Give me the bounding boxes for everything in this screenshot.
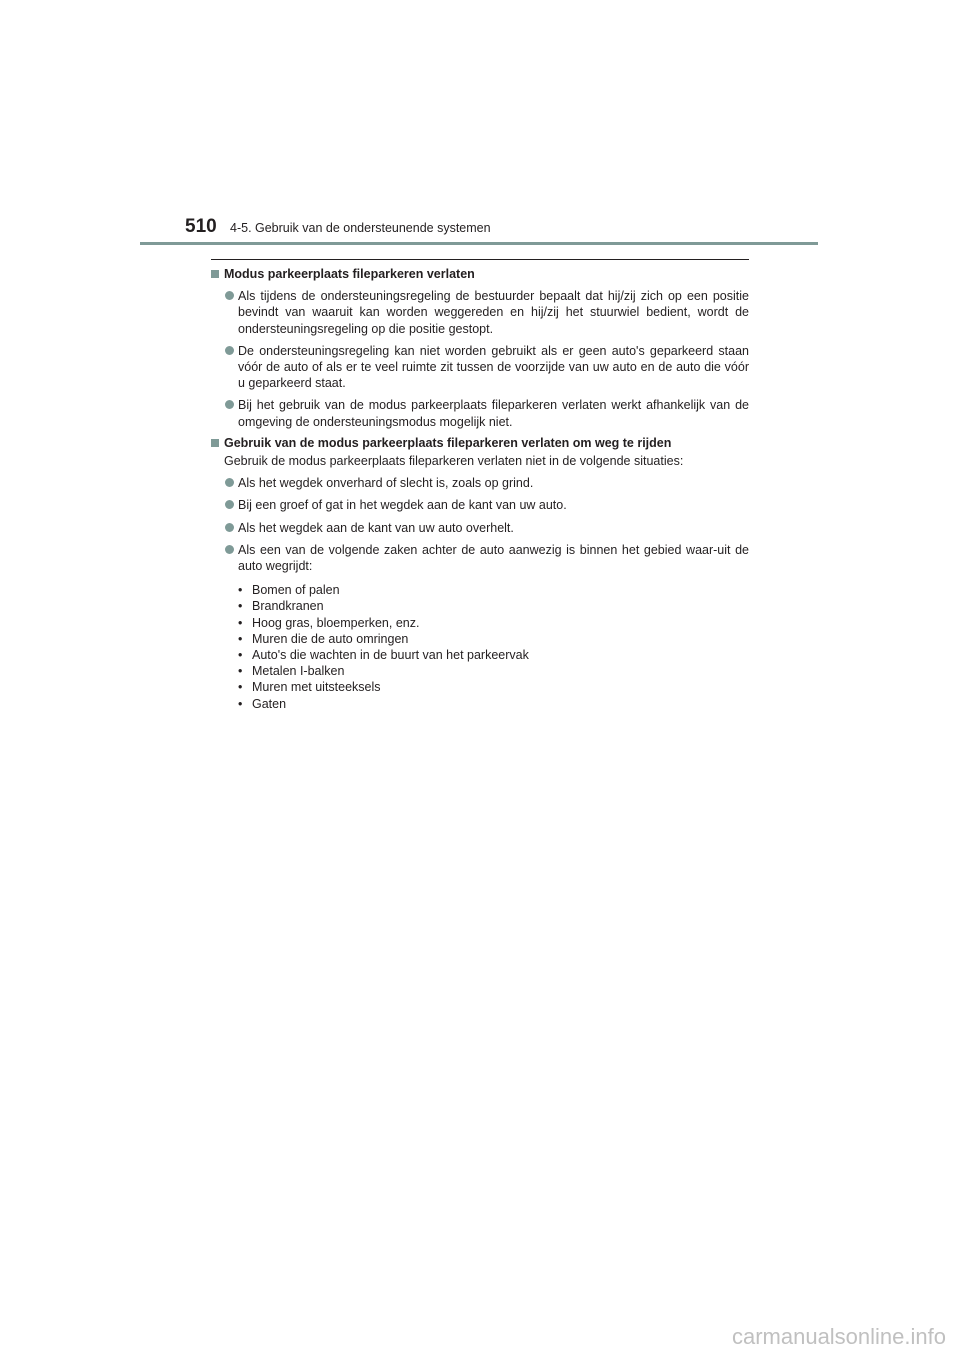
- sub-list-item: [238, 647, 749, 663]
- dot-bullet-icon: •: [238, 680, 243, 695]
- sub-list-item-text: Gaten: [252, 696, 287, 711]
- sub-list-item-text: Metalen I-balken: [252, 664, 345, 679]
- dot-bullet-icon: •: [238, 599, 243, 614]
- sub-list-item: [238, 615, 749, 631]
- page-number: 510: [185, 216, 217, 237]
- section-heading: [211, 266, 749, 282]
- sub-list-item: [238, 679, 749, 695]
- list-item-text: Als tijdens de ondersteuningsregeling de bestuurder bepaalt dat hij/zij zich op een positie bevindt van waaruit kan worden weggereden en hij/zij het stuurwiel bedient, wordt de ondersteuningsregeling op die positie gestopt.: [238, 289, 749, 336]
- list-item: [211, 520, 749, 536]
- circle-bullet-icon: [225, 478, 234, 487]
- section-heading-text: Modus parkeerplaats fileparkeren verlaten: [224, 267, 475, 281]
- list-item: [211, 475, 749, 491]
- sub-list-item: [238, 631, 749, 647]
- sub-list-item-text: Bomen of palen: [252, 583, 340, 598]
- list-item: [211, 343, 749, 392]
- circle-bullet-icon: [225, 523, 234, 532]
- list-item-text: Bij het gebruik van de modus parkeerplaats fileparkeren verlaten werkt afhankelijk van de omgeving de ondersteuningsmodus mogelijk niet.: [238, 398, 749, 429]
- circle-bullet-icon: [225, 400, 234, 409]
- dot-bullet-icon: •: [238, 664, 243, 679]
- sub-list: [211, 582, 749, 712]
- list-item-text: De ondersteuningsregeling kan niet worden gebruikt als er geen auto's geparkeerd staan vóór de auto of als er te veel ruimte zit tussen de voorzijde van uw auto en de auto die vóór u geparkeerd staat.: [238, 343, 749, 391]
- sub-list-item-text: Brandkranen: [252, 599, 324, 614]
- section-heading: [211, 435, 749, 451]
- dot-bullet-icon: •: [238, 631, 243, 646]
- section-divider: [211, 259, 749, 260]
- list-item-text: Als een van de volgende zaken achter de auto aanwezig is binnen het gebied waar-uit de auto wegrijdt:: [238, 542, 749, 574]
- sub-list-item-text: Hoog gras, bloemperken, enz.: [252, 615, 420, 630]
- section-intro: Gebruik de modus parkeerplaats fileparkeren verlaten niet in de volgende situaties:: [224, 454, 684, 469]
- chapter-title: 4-5. Gebruik van de ondersteunende systemen: [230, 221, 491, 235]
- page-content: [211, 266, 749, 712]
- sub-list-item-text: Auto's die wachten in de buurt van het parkeervak: [252, 648, 529, 663]
- list-item-text: Als het wegdek aan de kant van uw auto overhelt.: [238, 520, 514, 535]
- list-item-text: Bij een groef of gat in het wegdek aan de kant van uw auto.: [238, 498, 567, 513]
- dot-bullet-icon: •: [238, 648, 243, 663]
- sub-list-item-text: Muren met uitsteeksels: [252, 680, 381, 695]
- dot-bullet-icon: •: [238, 696, 243, 711]
- section-heading-text: Gebruik van de modus parkeerplaats fileparkeren verlaten om weg te rijden: [224, 435, 672, 450]
- sub-list-item: [238, 582, 749, 598]
- circle-bullet-icon: [225, 346, 234, 355]
- circle-bullet-icon: [225, 291, 234, 300]
- sub-list-item: [238, 663, 749, 679]
- sub-list-item: [238, 598, 749, 614]
- square-bullet-icon: [211, 270, 219, 278]
- circle-bullet-icon: [225, 545, 234, 554]
- watermark: carmanualsonline.info: [731, 1324, 946, 1349]
- list-item: [211, 288, 749, 337]
- list-item: [211, 497, 749, 513]
- header-rule: [140, 242, 818, 245]
- list-item-text: Als het wegdek onverhard of slecht is, zoals op grind.: [238, 476, 534, 491]
- circle-bullet-icon: [225, 500, 234, 509]
- sub-list-item-text: Muren die de auto omringen: [252, 631, 409, 646]
- list-item: [211, 397, 749, 429]
- square-bullet-icon: [211, 439, 219, 447]
- dot-bullet-icon: •: [238, 615, 243, 630]
- dot-bullet-icon: •: [238, 583, 243, 598]
- page-header: [0, 0, 960, 250]
- list-item: [211, 542, 749, 574]
- sub-list-item: [238, 696, 749, 712]
